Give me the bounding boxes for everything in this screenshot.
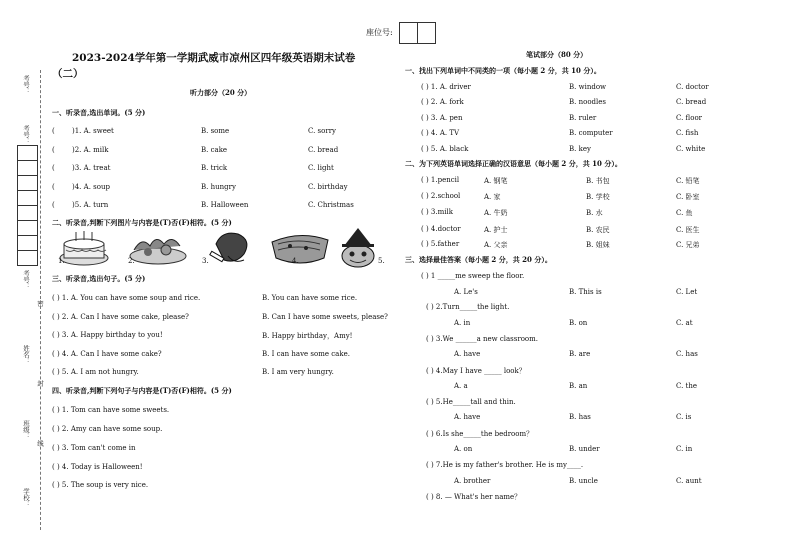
option-b: B. You can have some rice. bbox=[262, 294, 358, 302]
list-item: )3. A. treat bbox=[72, 164, 111, 172]
option-c: C. 兄弟 bbox=[676, 241, 700, 249]
list-item: ( ) 2.school bbox=[421, 192, 461, 200]
pic-label-2: 2. bbox=[128, 257, 135, 265]
option-a: A. 父亲 bbox=[484, 241, 508, 249]
list-item: ( ) 5. A. I am not hungry. bbox=[52, 368, 139, 376]
list-item: ( ) 4. A. TV bbox=[421, 129, 460, 137]
option-a: A. 钢笔 bbox=[484, 177, 508, 185]
option-b: B. some bbox=[201, 127, 230, 135]
list-item: )5. A. turn bbox=[72, 201, 109, 209]
list-item: ( bbox=[52, 127, 55, 135]
l-q1-title: 一、听录音,选出单词。(5 分) bbox=[52, 108, 146, 117]
option-c: C. Christmas bbox=[308, 201, 354, 209]
r-q3-title: 三、选择最佳答案（每小题 2 分，共 20 分）。 bbox=[405, 255, 552, 264]
id-box[interactable] bbox=[17, 235, 38, 251]
l-q3-title: 三、听录音,选出句子。(5 分) bbox=[52, 274, 146, 283]
option-c: C. sorry bbox=[308, 127, 337, 135]
option-c: C. bread bbox=[308, 146, 339, 154]
list-item: ( ) 3.milk bbox=[421, 208, 453, 216]
list-item: ( ) 3. A. pen bbox=[421, 114, 463, 122]
option-b: B. noodles bbox=[569, 98, 606, 106]
list-item: ( ) 2. A. Can I have some cake, please? bbox=[52, 313, 189, 321]
pumpkin-icon bbox=[342, 228, 374, 267]
option-c: C. bread bbox=[676, 98, 707, 106]
option-c: C. 医生 bbox=[676, 226, 700, 234]
option-a: A. have bbox=[454, 350, 481, 358]
list-item: ( ) 3. Tom can't come in bbox=[52, 444, 136, 452]
question: ( ) 5.He_____tall and thin. bbox=[426, 398, 516, 406]
option-b: B. I am very hungry. bbox=[262, 368, 334, 376]
option-c: C. doctor bbox=[676, 83, 709, 91]
school-label: 学校： bbox=[22, 488, 30, 508]
option-b: B. cake bbox=[201, 146, 228, 154]
option-c: C. fish bbox=[676, 129, 699, 137]
list-item: ( bbox=[52, 146, 55, 154]
list-item: ( ) 4. A. Can I have some cake? bbox=[52, 350, 162, 358]
l-q2-title: 二、听录音,判断下列图片与内容是(T)否(F)相符。(5 分) bbox=[52, 218, 232, 227]
seat-box-1[interactable] bbox=[399, 22, 418, 44]
exam-title-sub: （二） bbox=[52, 68, 84, 80]
option-a: A. on bbox=[454, 445, 473, 453]
option-b: B. under bbox=[569, 445, 600, 453]
list-item: ( ) 1. A. driver bbox=[421, 83, 471, 91]
list-item: ( ) 1. A. You can have some soup and rice. bbox=[52, 294, 201, 302]
option-c: C. in bbox=[676, 445, 693, 453]
list-item: ( ) 4.doctor bbox=[421, 225, 461, 233]
name-label: 姓名： bbox=[22, 345, 30, 365]
option-c: C. 鱼 bbox=[676, 209, 693, 217]
option-b: B. 农民 bbox=[586, 226, 610, 234]
id-box[interactable] bbox=[17, 205, 38, 221]
id-box[interactable] bbox=[17, 250, 38, 266]
cake-icon bbox=[60, 231, 108, 265]
option-c: C. light bbox=[308, 164, 334, 172]
question: ( ) 6.Is she_____the bedroom？ bbox=[426, 430, 534, 438]
option-b: B. This is bbox=[569, 288, 602, 296]
list-item: ( ) 1.pencil bbox=[421, 176, 460, 184]
list-item: ( ) 2. A. fork bbox=[421, 98, 464, 106]
list-item: ( ) 5. The soup is very nice. bbox=[52, 481, 149, 489]
pic-label-4: 4. bbox=[292, 257, 299, 265]
option-c: C. birthday bbox=[308, 183, 348, 191]
vegetables-icon bbox=[130, 239, 186, 264]
option-b: B. an bbox=[569, 382, 588, 390]
seal-mi: 密 bbox=[36, 300, 44, 307]
list-item: ( ) 3. A. Happy birthday to you! bbox=[52, 331, 163, 339]
option-a: A. 牛奶 bbox=[484, 209, 508, 217]
option-b: B. 书包 bbox=[586, 177, 610, 185]
option-c: C. the bbox=[676, 382, 698, 390]
option-b: B. uncle bbox=[569, 477, 598, 485]
option-b: B. computer bbox=[569, 129, 613, 137]
option-a: A. a bbox=[454, 382, 468, 390]
chicken-icon bbox=[210, 233, 247, 262]
pizza-icon bbox=[272, 235, 328, 263]
id-box[interactable] bbox=[17, 145, 38, 161]
option-b: B. on bbox=[569, 319, 588, 327]
question: ( ) 2.Turn_____the light. bbox=[426, 303, 510, 311]
option-c: C. floor bbox=[676, 114, 703, 122]
option-b: B. 水 bbox=[586, 209, 603, 217]
option-a: A. brother bbox=[454, 477, 491, 485]
list-item: ( bbox=[52, 201, 55, 209]
exam-label: 考号： bbox=[22, 270, 30, 290]
option-a: A. have bbox=[454, 413, 481, 421]
option-b: B. Can I have some sweets, please? bbox=[262, 313, 388, 321]
exam-no-label-2: 考号： bbox=[22, 125, 30, 145]
seat-box-2[interactable] bbox=[417, 22, 436, 44]
id-box[interactable] bbox=[17, 190, 38, 206]
option-b: B. 学校 bbox=[586, 193, 610, 201]
seal-xian: 线 bbox=[36, 440, 44, 447]
option-a: A. 护士 bbox=[484, 226, 508, 234]
option-c: C. aunt bbox=[676, 477, 702, 485]
id-box[interactable] bbox=[17, 175, 38, 191]
exam-title: 2023-2024学年第一学期武威市凉州区四年级英语期末试卷 bbox=[72, 52, 356, 64]
option-a: A. in bbox=[454, 319, 471, 327]
id-box[interactable] bbox=[17, 220, 38, 236]
option-b: B. are bbox=[569, 350, 591, 358]
option-c: C. 铅笔 bbox=[676, 177, 700, 185]
id-box[interactable] bbox=[17, 160, 38, 176]
option-b: B. 姐妹 bbox=[586, 241, 610, 249]
listening-title: 听力部分（20 分） bbox=[190, 88, 252, 97]
option-b: B. key bbox=[569, 145, 591, 153]
list-item: ( bbox=[52, 183, 55, 191]
option-c: C. at bbox=[676, 319, 693, 327]
pic-label-3: 3. bbox=[202, 257, 209, 265]
list-item: ( bbox=[52, 164, 55, 172]
question: ( ) 8. — What's her name？ bbox=[426, 493, 522, 501]
list-item: ( ) 4. Today is Halloween! bbox=[52, 463, 143, 471]
list-item: ( ) 2. Amy can have some soup. bbox=[52, 425, 163, 433]
list-item: )1. A. sweet bbox=[72, 127, 114, 135]
pic-label-5: 5. bbox=[378, 257, 385, 265]
option-c: C. white bbox=[676, 145, 706, 153]
option-c: C. 卧室 bbox=[676, 193, 700, 201]
question: ( ) 4.May I have _____ look？ bbox=[426, 367, 526, 375]
option-b: B. I can have some cake. bbox=[262, 350, 350, 358]
question: ( ) 7.He is my father's brother. He is my____. bbox=[426, 461, 584, 469]
option-a: A. 家 bbox=[484, 193, 501, 201]
option-b: B. ruler bbox=[569, 114, 597, 122]
r-q1-title: 一、找出下列单词中不同类的一项（每小题 2 分，共 10 分）。 bbox=[405, 66, 601, 75]
option-c: C. has bbox=[676, 350, 698, 358]
exam-no-label: 考号： bbox=[22, 75, 30, 95]
l-q4-title: 四、听录音,判断下列句子与内容是(T)否(F)相符。(5 分) bbox=[52, 386, 232, 395]
option-c: C. is bbox=[676, 413, 692, 421]
list-item: )2. A. milk bbox=[72, 146, 109, 154]
option-b: B. has bbox=[569, 413, 591, 421]
list-item: )4. A. soup bbox=[72, 183, 110, 191]
option-c: C. Let bbox=[676, 288, 698, 296]
class-label: 班级： bbox=[22, 420, 30, 440]
written-title: 笔试部分（80 分） bbox=[526, 50, 588, 59]
option-b: B. trick bbox=[201, 164, 228, 172]
option-b: B. window bbox=[569, 83, 607, 91]
option-b: B. Happy birthday，Amy! bbox=[262, 332, 353, 340]
list-item: ( ) 5. A. black bbox=[421, 145, 469, 153]
option-a: A. Le's bbox=[454, 288, 478, 296]
option-b: B. Halloween bbox=[201, 201, 249, 209]
question: ( ) 3.We ______a new classroom. bbox=[426, 335, 539, 343]
list-item: ( ) 1. Tom can have some sweets. bbox=[52, 406, 170, 414]
seal-feng: 封 bbox=[36, 380, 44, 387]
seat-label: 座位号: bbox=[366, 28, 393, 37]
list-item: ( ) 5.father bbox=[421, 240, 460, 248]
r-q2-title: 二、为下列英语单词选择正确的汉语意思（每小题 2 分，共 10 分）。 bbox=[405, 159, 622, 168]
pic-label-1: 1. bbox=[58, 257, 65, 265]
picture-row bbox=[58, 228, 388, 270]
cut-line bbox=[40, 70, 41, 530]
question: ( ) 1 _____me sweep the floor. bbox=[421, 272, 525, 280]
option-b: B. hungry bbox=[201, 183, 236, 191]
